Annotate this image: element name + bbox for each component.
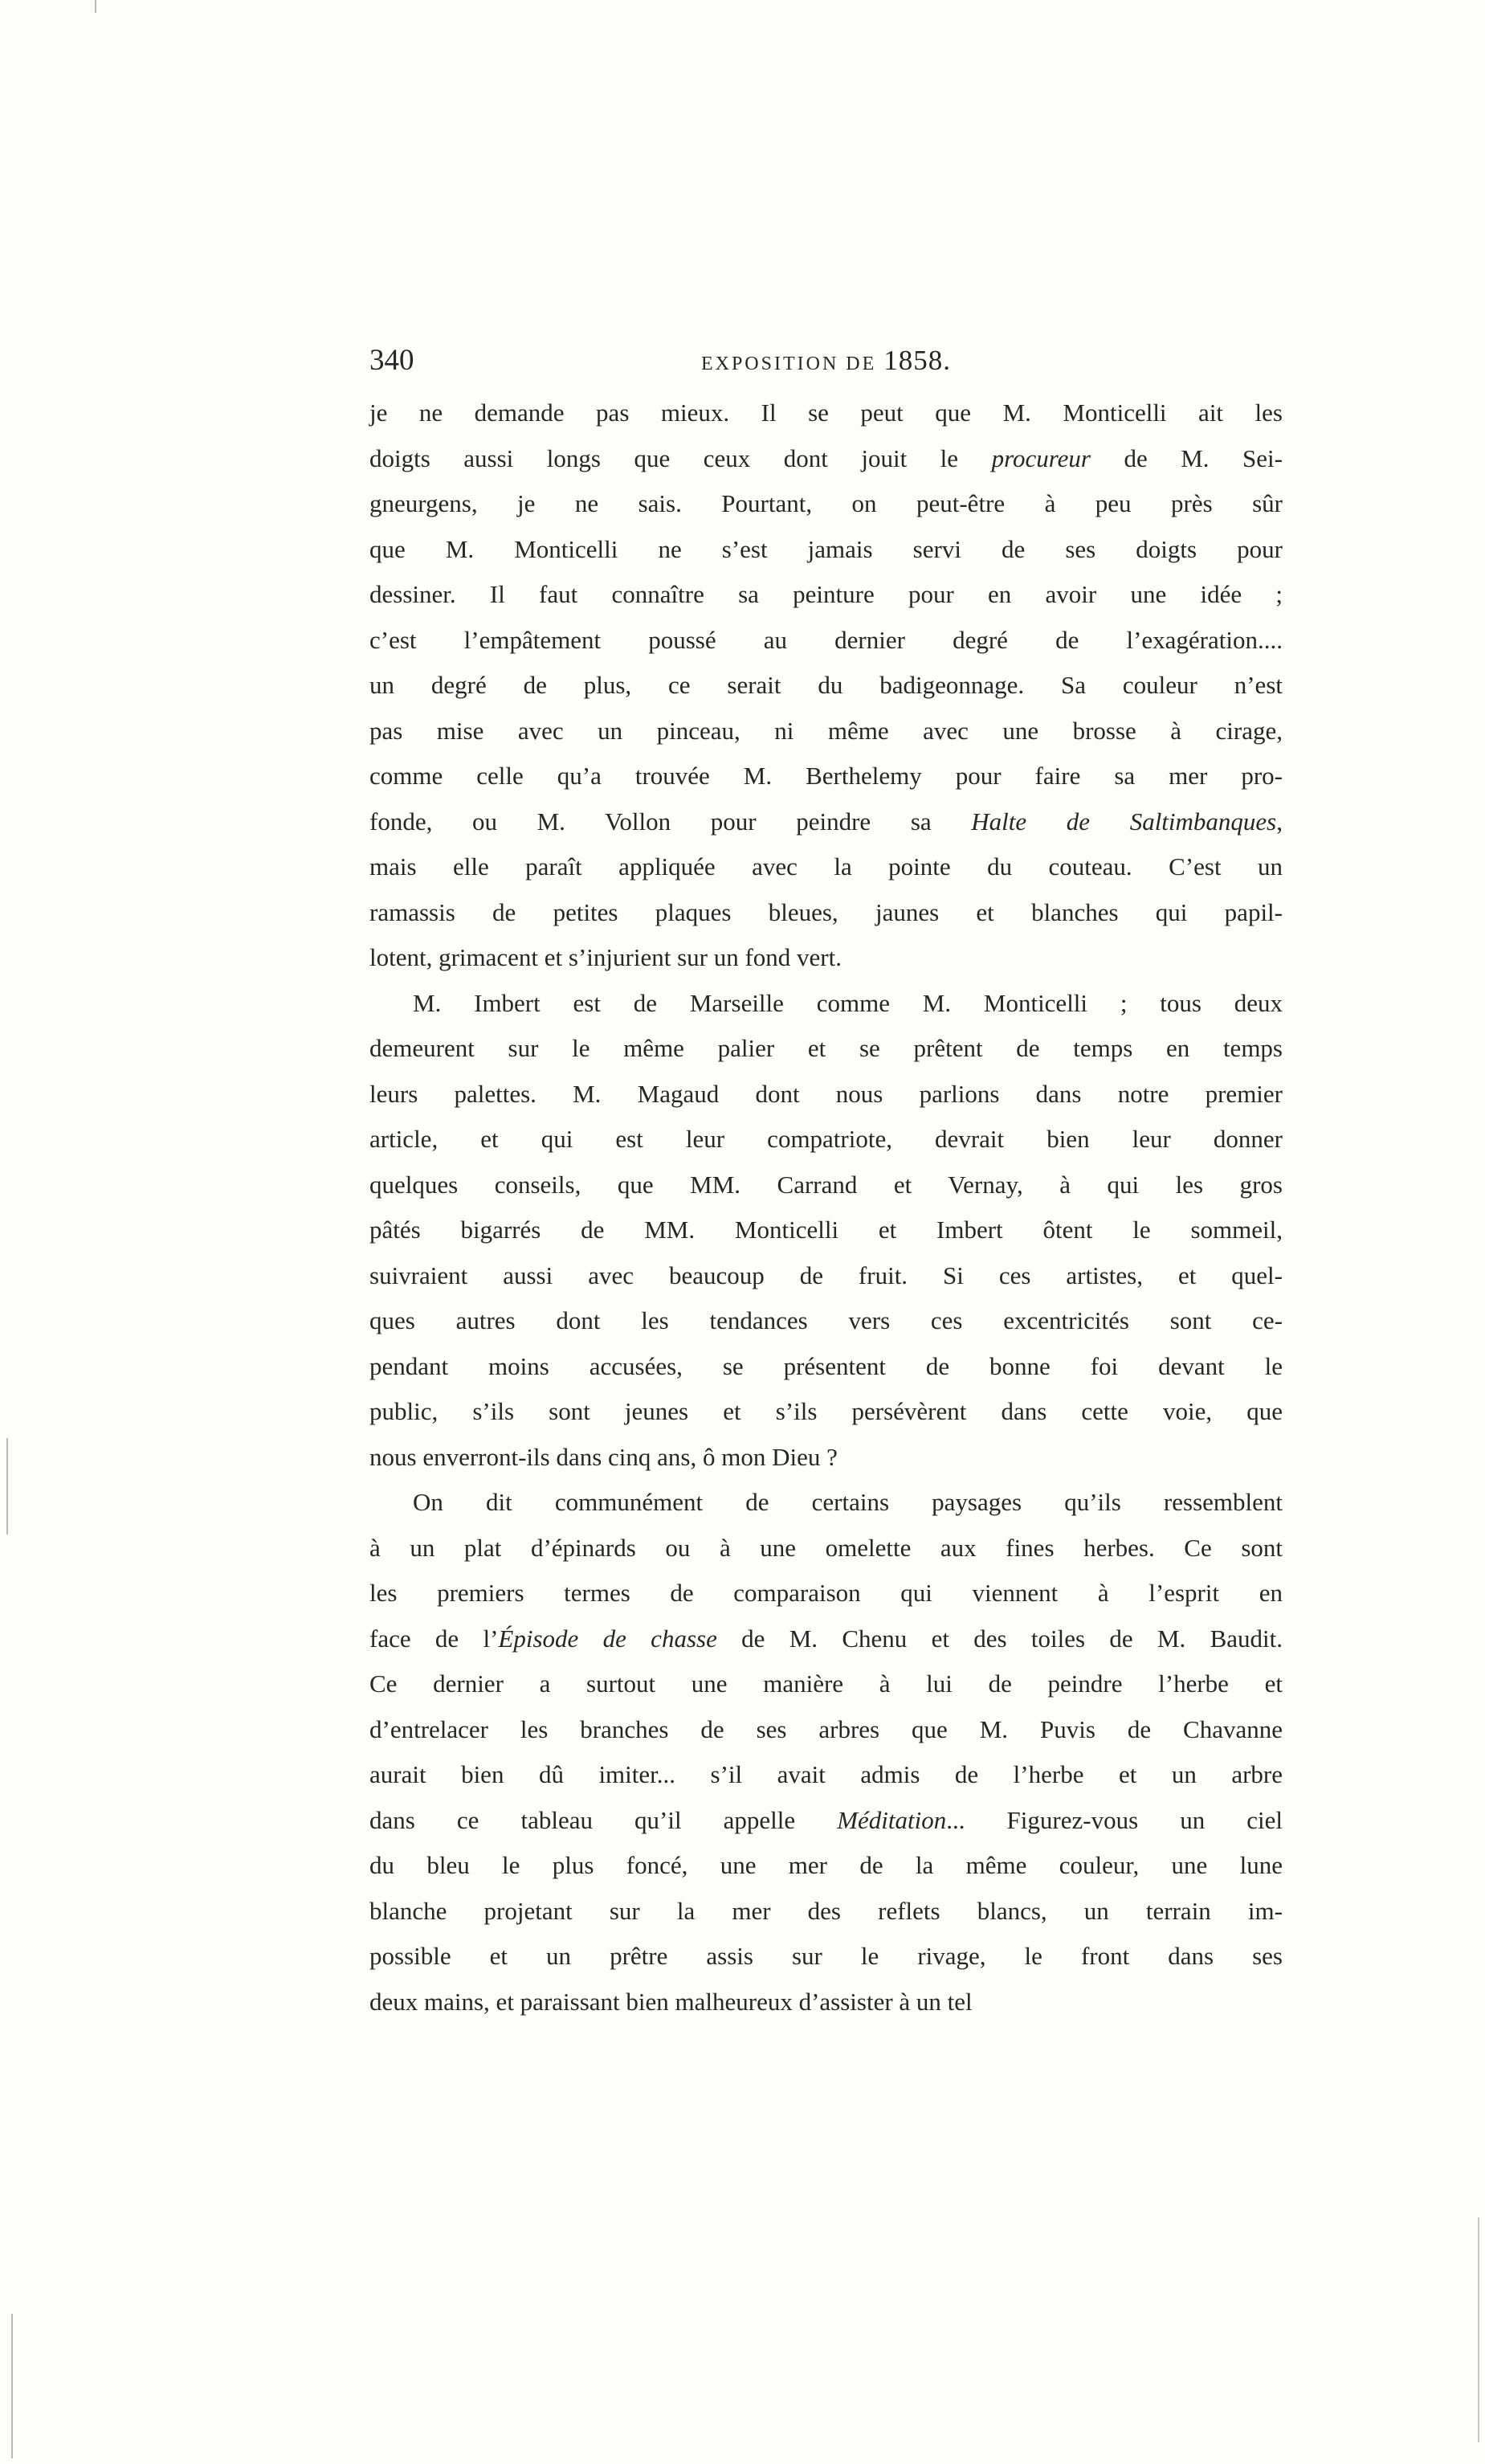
text-run: possible et un prêtre assis sur le rivage, le front dans ses <box>369 1942 1283 1970</box>
text-run: public, s’ils sont jeunes et s’ils persévèrent dans cette voie, que <box>369 1397 1283 1425</box>
text-line <box>369 1889 1283 1935</box>
text-run: ramassis de petites plaques bleues, jaunes et blanches qui papil- <box>369 897 1283 926</box>
running-title-year: 1858. <box>883 345 952 376</box>
text-line <box>369 1571 1283 1616</box>
text-line <box>369 390 1283 436</box>
text-line <box>369 1207 1283 1253</box>
page-edge-mark-bottom <box>11 2314 13 2458</box>
text-line <box>369 754 1283 799</box>
text-line <box>369 572 1283 618</box>
text-run: pâtés bigarrés de MM. Monticelli et Imbert ôtent le sommeil, <box>369 1216 1283 1244</box>
text-line <box>369 1843 1283 1889</box>
text-run: pendant moins accusées, se présentent de bonne foi devant le <box>369 1351 1283 1380</box>
text-run: suivraient aussi avec beaucoup de fruit. Si ces artistes, et quel- <box>369 1261 1283 1289</box>
italic-title: Épisode de chasse <box>498 1624 717 1653</box>
italic-title: Halte de Saltimbanques <box>971 807 1277 836</box>
text-run: ques autres dont les tendances vers ces excentricités sont ce- <box>369 1306 1283 1334</box>
text-run: les premiers termes de comparaison qui viennent à l’esprit en <box>369 1579 1283 1607</box>
text-run: , <box>1276 807 1283 836</box>
text-run: doigts aussi longs que ceux dont jouit le <box>369 443 992 472</box>
text-run: que M. Monticelli ne s’est jamais servi de ses doigts pour <box>369 534 1283 563</box>
text-run: mais elle paraît appliquée avec la pointe du couteau. C’est un <box>369 852 1283 881</box>
text-run: deux mains, et paraissant bien malheureux d’assister à un tel <box>369 1987 973 2016</box>
text-line <box>369 890 1283 936</box>
text-run: gneurgens, je ne sais. Pourtant, on peut-être à peu près sûr <box>369 489 1283 517</box>
text-run: fonde, ou M. Vollon pour peindre sa <box>369 807 972 836</box>
text-line <box>369 1026 1283 1072</box>
paragraph <box>369 390 1283 981</box>
text-line <box>369 436 1283 482</box>
text-line <box>369 1480 1283 1526</box>
text-line <box>369 1980 1283 2025</box>
text-line <box>369 844 1283 890</box>
paragraph <box>369 981 1283 1481</box>
text-line <box>369 618 1283 664</box>
text-line <box>369 1934 1283 1980</box>
text-run: aurait bien dû imiter... s’il avait admis de l’herbe et un arbre <box>369 1760 1283 1788</box>
text-line <box>369 1798 1283 1844</box>
text-line <box>369 1526 1283 1571</box>
text-line <box>369 1661 1283 1707</box>
text-run: pas mise avec un pinceau, ni même avec une brosse à cirage, <box>369 716 1283 745</box>
text-line <box>369 1298 1283 1344</box>
text-run: de M. Sei- <box>1090 443 1283 472</box>
text-run: de M. Chenu et des toiles de M. Baudit. <box>716 1624 1283 1653</box>
text-run: demeurent sur le même palier et se prêtent de temps en temps <box>369 1034 1283 1062</box>
text-run: ... Figurez-vous un ciel <box>946 1805 1283 1834</box>
text-run: nous enverront-ils dans cinq ans, ô mon Dieu ? <box>369 1442 838 1471</box>
text-run: à un plat d’épinards ou à une omelette aux fines herbes. Ce sont <box>369 1533 1283 1562</box>
text-run: comme celle qu’a trouvée M. Berthelemy pour faire sa mer pro- <box>369 762 1283 790</box>
italic-title: procureur <box>991 443 1091 472</box>
text-block <box>369 336 1283 2025</box>
text-line <box>369 1752 1283 1798</box>
text-line <box>369 981 1283 1027</box>
page-edge-mark-right <box>1478 2217 1479 2442</box>
text-run: c’est l’empâtement poussé au dernier degré de l’exagération.... <box>369 625 1283 654</box>
text-run: du bleu le plus foncé, une mer de la même couleur, une lune <box>369 1851 1283 1879</box>
text-run: je ne demande pas mieux. Il se peut que M. Monticelli ait les <box>369 398 1283 427</box>
text-line <box>369 1072 1283 1118</box>
text-line <box>369 1253 1283 1299</box>
text-line <box>369 709 1283 754</box>
text-run: article, et qui est leur compatriote, devrait bien leur donner <box>369 1125 1283 1153</box>
text-line <box>369 1344 1283 1390</box>
text-run: dans ce tableau qu’il appelle <box>369 1805 838 1834</box>
page-edge-mark-left <box>6 1438 8 1534</box>
text-line <box>369 935 1283 981</box>
text-run: face de l’ <box>369 1624 499 1653</box>
text-line <box>369 1389 1283 1435</box>
text-line <box>369 481 1283 527</box>
text-line <box>369 1707 1283 1753</box>
text-run: M. Imbert est de Marseille comme M. Monticelli ; tous deux <box>413 988 1283 1017</box>
text-line <box>369 1163 1283 1208</box>
italic-title: Méditation <box>837 1805 947 1834</box>
running-head <box>369 336 1283 386</box>
text-run: quelques conseils, que MM. Carrand et Vernay, à qui les gros <box>369 1170 1283 1199</box>
text-line <box>369 663 1283 709</box>
running-title-text: EXPOSITION DE <box>700 353 877 374</box>
text-line <box>369 527 1283 573</box>
body-text <box>369 390 1283 2025</box>
text-line <box>369 799 1283 845</box>
page-number: 340 <box>369 344 414 377</box>
text-run: Ce dernier a surtout une manière à lui de peindre l’herbe et <box>369 1669 1283 1698</box>
text-run: un degré de plus, ce serait du badigeonnage. Sa couleur n’est <box>369 671 1283 699</box>
text-run: leurs palettes. M. Magaud dont nous parlions dans notre premier <box>369 1079 1283 1108</box>
running-title <box>369 336 1283 389</box>
text-line <box>369 1117 1283 1163</box>
text-line <box>369 1616 1283 1662</box>
paragraph <box>369 1480 1283 2025</box>
text-run: d’entrelacer les branches de ses arbres que M. Puvis de Chavanne <box>369 1714 1283 1743</box>
text-run: lotent, grimacent et s’injurient sur un fond vert. <box>369 943 842 971</box>
text-run: blanche projetant sur la mer des reflets blancs, un terrain im- <box>369 1896 1283 1925</box>
text-run: On dit communément de certains paysages qu’ils ressemblent <box>413 1488 1283 1516</box>
text-line <box>369 1435 1283 1481</box>
text-run: dessiner. Il faut connaître sa peinture pour en avoir une idée ; <box>369 580 1283 608</box>
page-edge-mark-top <box>95 0 96 13</box>
